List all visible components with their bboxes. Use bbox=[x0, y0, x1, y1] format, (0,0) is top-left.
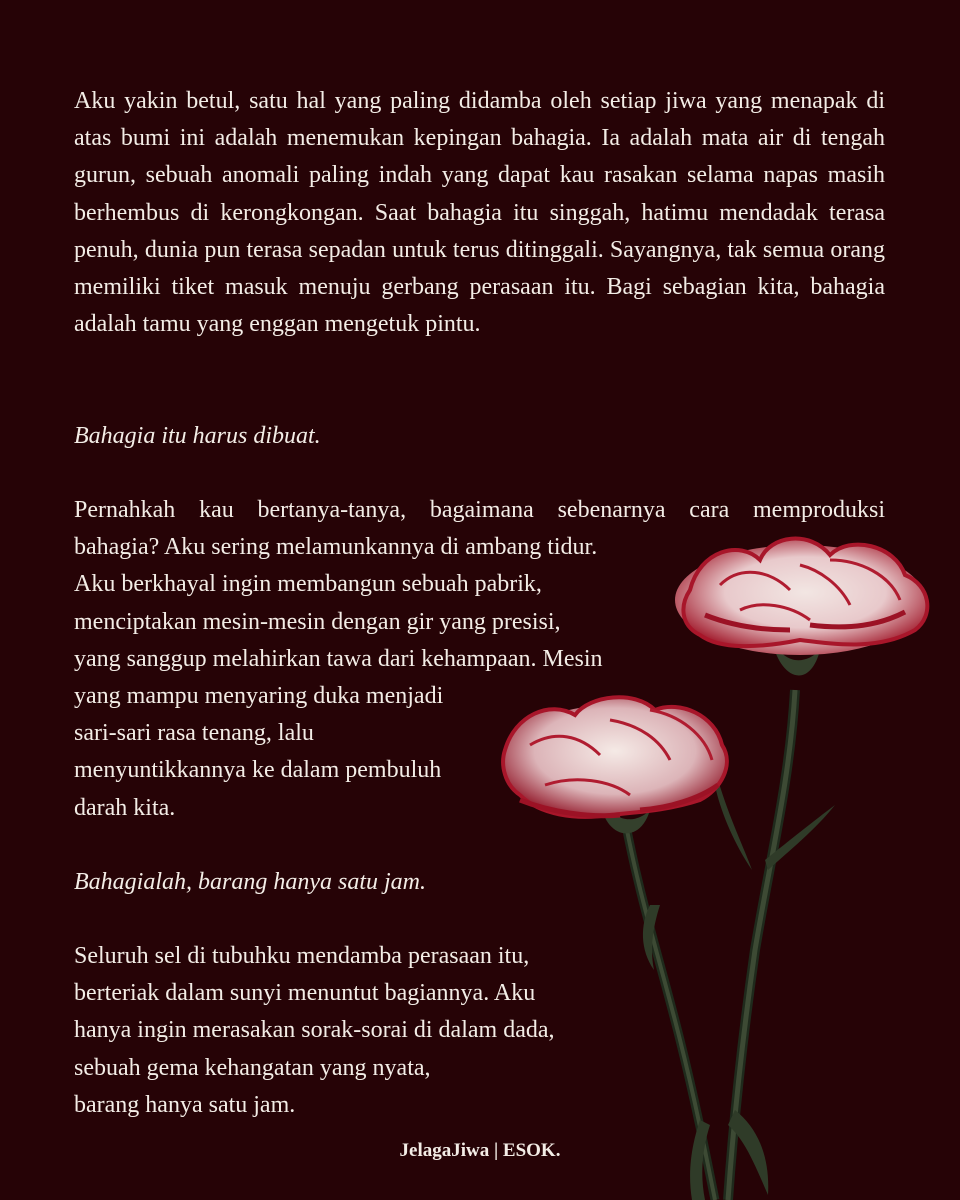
paragraph-1-text: Aku yakin betul, satu hal yang paling didamba oleh setiap jiwa yang menapak di atas bumi ini adalah menemukan kepingan bahagia. Ia adalah mata air di tengah gurun, sebuah anomali paling indah yang dapat kau rasakan selama napas masih berhembus di kerongkongan. Saat bahagia itu singgah, hatimu mendadak terasa penuh, dunia pun terasa sepadan untuk terus ditinggali. Sayangnya, tak semua orang memiliki tiket masuk menuju gerbang perasaan itu. Bagi sebagian kita, bahagia adalah tamu yang enggan mengetuk pintu. bbox=[74, 88, 885, 338]
paragraph-2-line: yang sanggup melahirkan tawa dari kehampaan. Mesin bbox=[74, 645, 603, 672]
paragraph-2-line: Aku berkhayal ingin membangun sebuah pabrik, bbox=[74, 571, 542, 598]
paragraph-2-line: sari-sari rasa tenang, lalu bbox=[74, 720, 314, 747]
paragraph-3-line: sebuah gema kehangatan yang nyata, bbox=[74, 1054, 431, 1081]
paragraph-2 bbox=[74, 492, 885, 827]
italic-line-1 bbox=[74, 418, 885, 455]
italic-line-2-text: Bahagialah, barang hanya satu jam. bbox=[74, 869, 426, 895]
paragraph-1 bbox=[74, 83, 885, 343]
paragraph-2-line: bahagia? Aku sering melamunkannya di ambang tidur. bbox=[74, 534, 598, 561]
italic-line-2 bbox=[74, 864, 885, 901]
paragraph-2-line: menciptakan mesin-mesin dengan gir yang presisi, bbox=[74, 608, 561, 635]
paragraph-3-line: hanya ingin merasakan sorak-sorai di dalam dada, bbox=[74, 1017, 555, 1044]
paragraph-3 bbox=[74, 938, 885, 1124]
footer-signature: JelagaJiwa | ESOK. bbox=[399, 1140, 561, 1161]
italic-line-1-text: Bahagia itu harus dibuat. bbox=[74, 423, 321, 449]
paragraph-2-line: menyuntikkannya ke dalam pembuluh bbox=[74, 757, 442, 784]
paragraph-2-line: yang mampu menyaring duka menjadi bbox=[74, 683, 444, 710]
paragraph-2-line: darah kita. bbox=[74, 794, 176, 821]
paragraph-3-line: barang hanya satu jam. bbox=[74, 1091, 296, 1118]
paragraph-3-line: berteriak dalam sunyi menuntut bagiannya. Aku bbox=[74, 980, 536, 1007]
paragraph-2-line: Pernahkah kau bertanya-tanya, bagaimana sebenarnya cara memproduksi bbox=[74, 497, 885, 523]
paragraph-3-line: Seluruh sel di tubuhku mendamba perasaan itu, bbox=[74, 943, 530, 969]
